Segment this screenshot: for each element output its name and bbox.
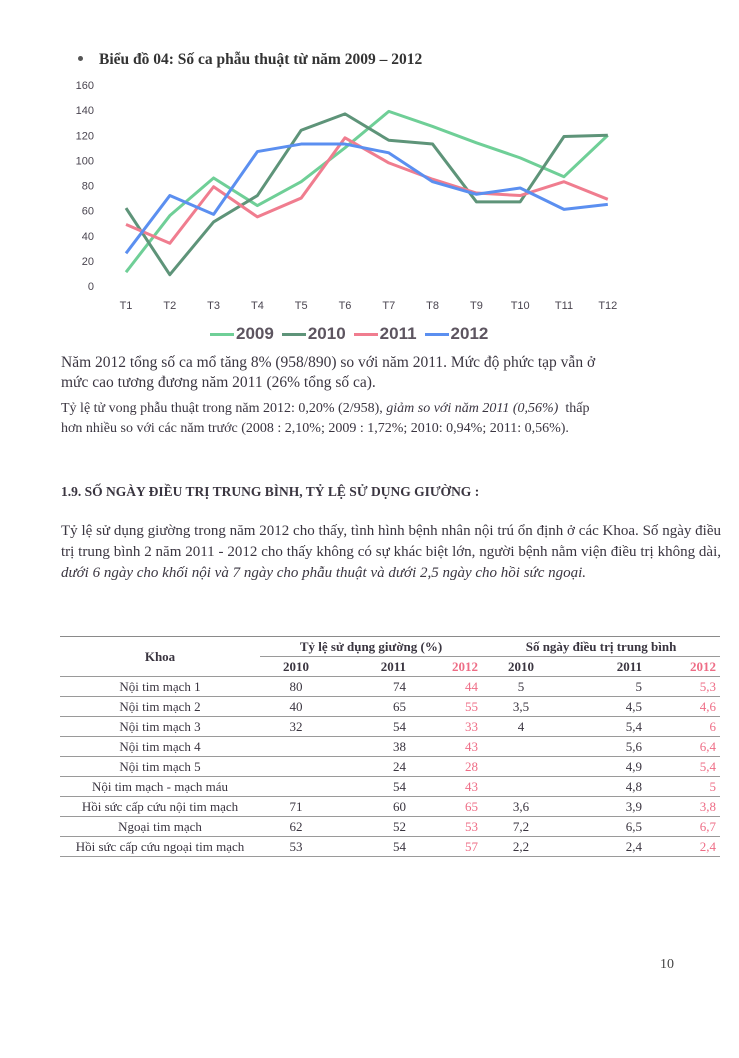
cell-days-2011: 4,5 <box>625 699 643 714</box>
y-tick-label: 140 <box>75 105 94 118</box>
legend-label: 2010 <box>307 324 346 343</box>
y-tick-label: 120 <box>75 130 94 143</box>
paragraph-mortality <box>61 399 721 439</box>
legend-item <box>354 322 417 346</box>
cell-bed-2010: 32 <box>289 719 303 734</box>
mortality-tail: thấp <box>558 401 590 416</box>
x-tick-label: T12 <box>598 300 618 312</box>
cell-bed-2010: 71 <box>289 799 303 814</box>
cell-khoa: Nội tim mạch 2 <box>119 699 201 714</box>
header-khoa: Khoa <box>60 637 260 677</box>
cell-khoa: Ngoại tim mạch <box>118 819 202 834</box>
header-year: 2012 <box>690 659 717 674</box>
cell-days-2011: 4,8 <box>625 779 643 794</box>
cell-days-2011: 3,9 <box>625 799 643 814</box>
chart-title-text: Biểu đồ 04: Số ca phẫu thuật từ năm 2009 – 2012 <box>99 51 423 68</box>
cell-bed-2011: 65 <box>393 699 406 714</box>
y-tick-label: 40 <box>81 230 94 243</box>
legend-swatch <box>210 333 234 336</box>
mortality-italic: giảm so với năm 2011 (0,56%) <box>386 401 559 416</box>
header-year: 2011 <box>380 659 406 674</box>
cell-days-2011: 5,6 <box>625 739 643 754</box>
cell-bed-2010: 62 <box>289 819 303 834</box>
cell-bed-2010: 53 <box>289 839 303 854</box>
table-row <box>60 757 720 777</box>
section-body-text: Tỷ lệ sử dụng giường trong năm 2012 cho thấy, tình hình bệnh nhân nội trú ổn định ở các Khoa. Số ngày điều trị trung bình 2 năm 2011 - 2012 cho thấy không có sự khác biệt lớn, người bệnh nằm viện điều trị không dài, <box>61 523 721 560</box>
x-tick-label: T4 <box>250 300 264 312</box>
x-tick-label: T8 <box>426 300 440 312</box>
y-tick-label: 0 <box>87 281 94 293</box>
cell-days-2010: 3,5 <box>512 699 530 714</box>
table-row <box>60 817 720 837</box>
cell-bed-2010 <box>260 737 332 757</box>
header-year: 2012 <box>452 659 479 674</box>
cell-bed-2011: 54 <box>393 839 406 854</box>
y-tick-label: 60 <box>81 205 94 218</box>
cell-days-2012: 5,3 <box>699 679 717 694</box>
paragraph-line <box>61 399 721 419</box>
bullet-icon <box>78 56 83 61</box>
paragraph-line: mức cao tương đương năm 2011 (26% tổng số ca). <box>61 374 376 391</box>
cell-days-2010 <box>482 777 560 797</box>
cell-days-2010 <box>482 737 560 757</box>
cell-khoa: Nội tim mạch - mạch máu <box>91 779 229 794</box>
cell-bed-2011: 38 <box>393 739 406 754</box>
header-avg-days: Số ngày điều trị trung bình <box>482 637 720 657</box>
table-row <box>60 837 720 857</box>
cell-bed-2012: 65 <box>465 799 479 814</box>
cell-days-2011: 5 <box>635 679 643 694</box>
cell-days-2011: 5,4 <box>625 719 643 734</box>
cell-bed-2012: 53 <box>465 819 479 834</box>
cell-bed-2012: 44 <box>465 679 479 694</box>
cell-bed-2012: 43 <box>465 779 479 794</box>
cell-days-2011: 6,5 <box>625 819 643 834</box>
cell-khoa: Nội tim mạch 3 <box>119 719 201 734</box>
paragraph-surgery-count <box>61 353 721 393</box>
x-tick-label: T5 <box>294 300 308 312</box>
bed-usage-table <box>60 636 720 857</box>
section-body <box>61 521 721 584</box>
table-row <box>60 677 720 697</box>
x-tick-label: T1 <box>119 300 133 312</box>
cell-days-2010: 5 <box>517 679 525 694</box>
table-row <box>60 777 720 797</box>
mortality-text: Tỷ lệ tử vong phẫu thuật trong năm 2012: 0,20% (2/958), <box>61 401 387 416</box>
cell-days-2012: 6,7 <box>699 819 717 834</box>
chart-title <box>78 50 422 70</box>
cell-bed-2010: 80 <box>289 679 303 694</box>
cell-bed-2011: 60 <box>393 799 406 814</box>
cell-days-2012: 4,6 <box>699 699 717 714</box>
table-row <box>60 717 720 737</box>
cell-days-2012: 6,4 <box>699 739 717 754</box>
x-tick-label: T3 <box>207 300 221 312</box>
cell-khoa: Hồi sức cấp cứu ngoại tim mạch <box>75 839 245 854</box>
section-body-italic: dưới 6 ngày cho khối nội và 7 ngày cho phẫu thuật và dưới 2,5 ngày cho hồi sức ngoại. <box>61 565 587 581</box>
cell-khoa: Hồi sức cấp cứu nội tim mạch <box>81 799 239 814</box>
cell-days-2010: 4 <box>517 719 525 734</box>
surgery-line-chart <box>60 75 660 320</box>
table-row <box>60 737 720 757</box>
header-year: 2010 <box>508 659 535 674</box>
legend-item <box>210 322 274 346</box>
cell-days-2011: 2,4 <box>625 839 643 854</box>
y-tick-label: 80 <box>81 180 94 193</box>
legend-swatch <box>425 333 449 336</box>
cell-days-2010 <box>482 757 560 777</box>
cell-khoa: Nội tim mạch 1 <box>119 679 201 694</box>
legend-label: 2009 <box>236 324 274 343</box>
cell-days-2010: 2,2 <box>512 839 530 854</box>
cell-khoa: Nội tim mạch 4 <box>119 739 201 754</box>
x-tick-label: T11 <box>554 300 574 312</box>
cell-days-2012: 5 <box>709 779 717 794</box>
legend-label: 2011 <box>379 324 417 343</box>
legend-item <box>425 322 489 346</box>
header-year: 2010 <box>283 659 309 674</box>
cell-bed-2011: 24 <box>393 759 406 774</box>
cell-days-2012: 2,4 <box>699 839 717 854</box>
x-tick-label: T6 <box>338 300 352 312</box>
paragraph-line: Năm 2012 tổng số ca mổ tăng 8% (958/890) so với năm 2011. Mức độ phức tạp vẫn ở <box>61 354 596 371</box>
cell-days-2011: 4,9 <box>625 759 643 774</box>
chart-legend <box>210 322 490 346</box>
legend-swatch <box>282 333 306 336</box>
cell-bed-2011: 54 <box>393 779 406 794</box>
cell-bed-2011: 74 <box>393 679 406 694</box>
table-row <box>60 697 720 717</box>
cell-bed-2012: 28 <box>465 759 479 774</box>
y-tick-label: 160 <box>75 80 94 92</box>
x-tick-label: T7 <box>382 300 396 312</box>
table-row <box>60 797 720 817</box>
series-line-2012 <box>126 144 608 253</box>
header-year: 2011 <box>616 659 643 674</box>
legend-swatch <box>354 333 378 336</box>
y-tick-label: 20 <box>81 255 94 268</box>
x-tick-label: T9 <box>469 300 483 312</box>
header-bed-usage: Tỷ lệ sử dụng giường (%) <box>260 637 482 657</box>
cell-bed-2010 <box>260 757 332 777</box>
cell-bed-2012: 55 <box>465 699 479 714</box>
cell-days-2012: 5,4 <box>699 759 717 774</box>
cell-days-2012: 6 <box>709 719 717 734</box>
cell-days-2010: 3,6 <box>512 799 530 814</box>
cell-bed-2012: 57 <box>465 839 479 854</box>
cell-bed-2011: 54 <box>393 719 406 734</box>
cell-khoa: Nội tim mạch 5 <box>119 759 201 774</box>
cell-bed-2010 <box>260 777 332 797</box>
cell-bed-2010: 40 <box>289 699 303 714</box>
cell-bed-2012: 43 <box>465 739 479 754</box>
legend-label: 2012 <box>450 324 489 343</box>
cell-days-2010: 7,2 <box>512 819 530 834</box>
section-heading: 1.9. SỐ NGÀY ĐIỀU TRỊ TRUNG BÌNH, TỶ LỆ SỬ DỤNG GIƯỜNG : <box>61 484 480 499</box>
cell-days-2012: 3,8 <box>699 799 717 814</box>
cell-bed-2011: 52 <box>393 819 406 834</box>
legend-item <box>282 322 346 346</box>
x-tick-label: T2 <box>163 300 177 312</box>
x-tick-label: T10 <box>510 300 530 312</box>
page-number: 10 <box>660 957 674 972</box>
y-tick-label: 100 <box>75 155 94 168</box>
paragraph-line: hơn nhiều so với các năm trước (2008 : 2,10%; 2009 : 1,72%; 2010: 0,94%; 2011: 0,56%). <box>61 421 569 436</box>
cell-bed-2012: 33 <box>465 719 479 734</box>
